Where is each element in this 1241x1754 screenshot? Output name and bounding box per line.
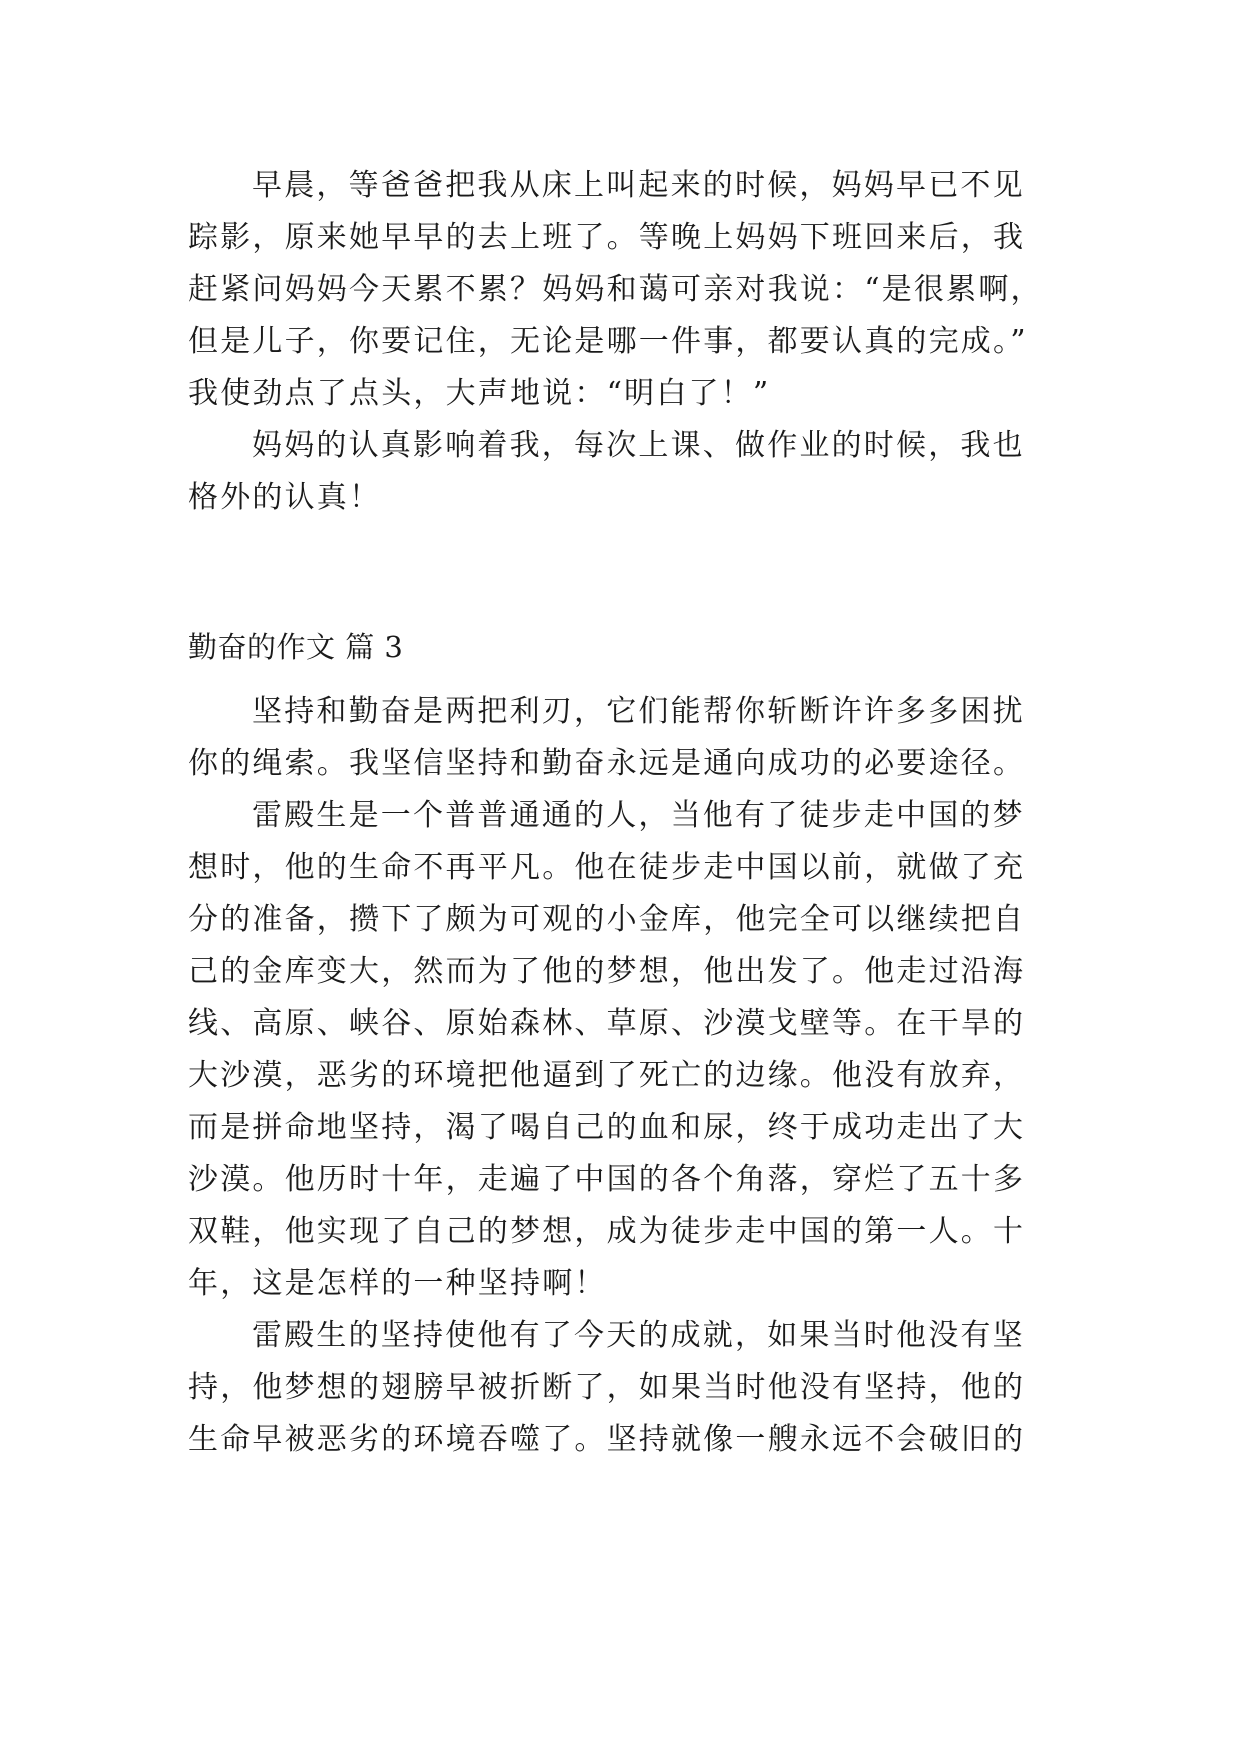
paragraph-line: 妈妈的认真影响着我，每次上课、做作业的时候，我也 (252, 428, 1025, 463)
paragraph-line: 格外的认真！ (188, 480, 382, 515)
section-heading: 勤奋的作文 篇 3 (188, 630, 404, 664)
paragraph-line: 生命早被恶劣的环境吞噬了。坚持就像一艘永远不会破旧的 (188, 1422, 1026, 1457)
paragraph-line: 踪影，原来她早早的去上班了。等晚上妈妈下班回来后，我 (188, 220, 1026, 255)
paragraph-line: 早晨，等爸爸把我从床上叫起来的时候，妈妈早已不见 (252, 168, 1025, 203)
paragraph-line: 但是儿子，你要记住，无论是哪一件事，都要认真的完成。” (188, 324, 1028, 359)
paragraph-4 (188, 790, 1068, 1310)
paragraph-line: 而是拼命地坚持，渴了喝自己的血和尿，终于成功走出了大 (188, 1110, 1026, 1145)
paragraph-line: 我使劲点了点头，大声地说：“明白了！” (188, 376, 771, 411)
paragraph-line: 你的绳索。我坚信坚持和勤奋永远是通向成功的必要途径。 (188, 746, 1026, 781)
paragraph-3 (188, 686, 1068, 790)
paragraph-line: 己的金库变大，然而为了他的梦想，他出发了。他走过沿海 (188, 954, 1026, 989)
paragraph-line: 坚持和勤奋是两把利刃，它们能帮你斩断许许多多困扰 (252, 694, 1025, 729)
paragraph-line: 沙漠。他历时十年，走遍了中国的各个角落，穿烂了五十多 (188, 1162, 1026, 1197)
paragraph-line: 线、高原、峡谷、原始森林、草原、沙漠戈壁等。在干旱的 (188, 1006, 1026, 1041)
paragraph-line: 双鞋，他实现了自己的梦想，成为徒步走中国的第一人。十 (188, 1214, 1026, 1249)
paragraph-line: 雷殿生是一个普普通通的人，当他有了徒步走中国的梦 (252, 798, 1025, 833)
paragraph-line: 赶紧问妈妈今天累不累？妈妈和蔼可亲对我说：“是很累啊， (188, 272, 1043, 307)
paragraph-line: 持，他梦想的翅膀早被折断了，如果当时他没有坚持，他的 (188, 1370, 1026, 1405)
paragraph-1 (188, 160, 1068, 420)
paragraph-line: 想时，他的生命不再平凡。他在徒步走中国以前，就做了充 (188, 850, 1026, 885)
paragraph-line: 分的准备，攒下了颇为可观的小金库，他完全可以继续把自 (188, 902, 1026, 937)
bottom-text-block (188, 686, 1068, 1466)
paragraph-5 (188, 1310, 1068, 1466)
paragraph-line: 年，这是怎样的一种坚持啊！ (188, 1266, 607, 1301)
top-text-block (188, 160, 1068, 524)
paragraph-2 (188, 420, 1068, 524)
paragraph-line: 雷殿生的坚持使他有了今天的成就，如果当时他没有坚 (252, 1318, 1025, 1353)
paragraph-line: 大沙漠，恶劣的环境把他逼到了死亡的边缘。他没有放弃， (188, 1058, 1026, 1093)
